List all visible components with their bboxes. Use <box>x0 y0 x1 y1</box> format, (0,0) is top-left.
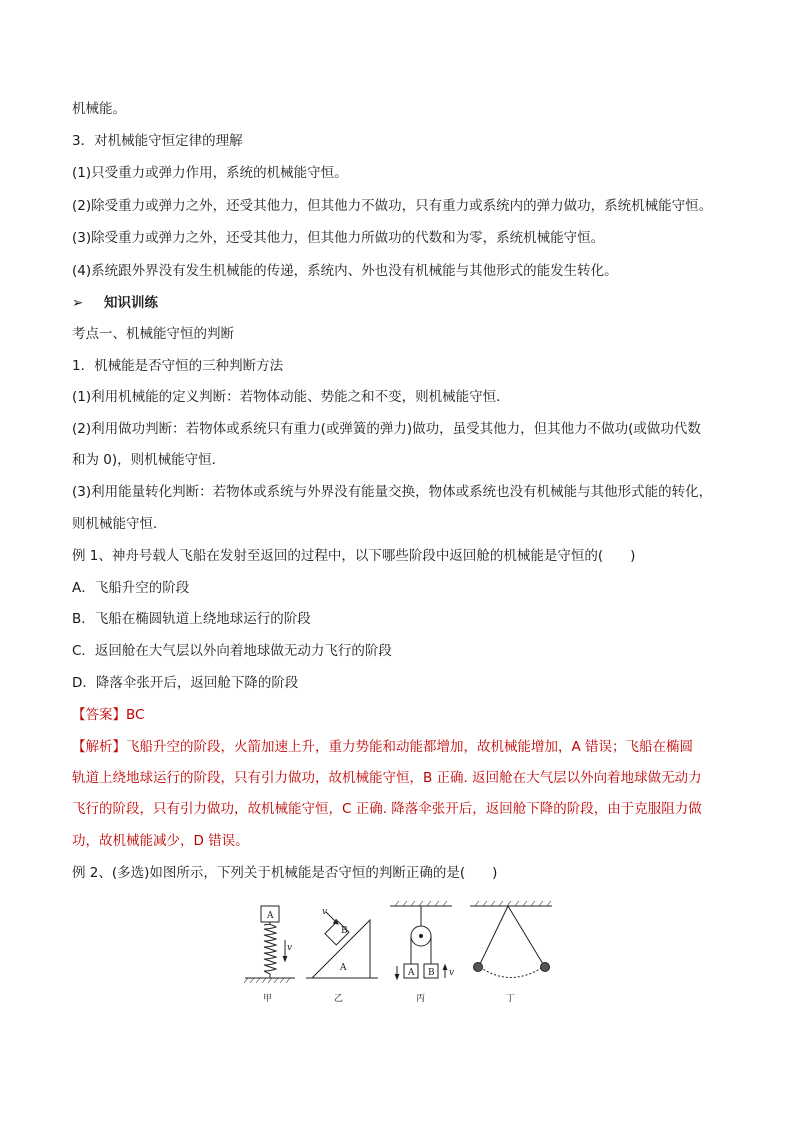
label-block-a: A <box>267 911 274 921</box>
option-b: B．飞船在椭圆轨道上绕地球运行的阶段 <box>72 611 311 627</box>
text-line: (1)利用机械能的定义判断：若物体动能、势能之和不变，则机械能守恒． <box>72 389 510 405</box>
label-velocity: v <box>449 968 455 978</box>
text-line: (4)系统跟外界没有发生机械能的传递，系统内、外也没有机械能与其他形式的能发生转化。 <box>72 263 618 279</box>
analysis-line: 功，故机械能减少，D 错误。 <box>72 833 249 849</box>
analysis-line: 【解析】飞船升空的阶段，火箭加速上升，重力势能和动能都增加，故机械能增加，A 错误；飞船在椭圆 <box>72 739 694 755</box>
option-c: C．返回舱在大气层以外向着地球做无动力飞行的阶段 <box>72 643 392 659</box>
text-line: (3)除受重力或弹力之外，还受其他力，但其他力所做功的代数和为零，系统机械能守恒。 <box>72 230 605 246</box>
text-line: 1．机械能是否守恒的三种判断方法 <box>72 358 284 374</box>
answer-line: 【答案】BC <box>72 707 145 723</box>
text-line: (1)只受重力或弹力作用，系统的机械能守恒。 <box>72 165 348 181</box>
section-title: 3．对机械能守恒定律的理解 <box>72 133 243 149</box>
label-block-b: B <box>428 968 435 978</box>
figure-bing-pulley <box>390 901 455 979</box>
heading-knowledge-training <box>72 293 158 313</box>
text-line: 则机械能守恒． <box>72 516 167 532</box>
option-d: D．降落伞张开后，返回舱下降的阶段 <box>72 675 299 691</box>
text-line: (3)利用能量转化判断：若物体或系统与外界没有能量交换，物体或系统也没有机械能与其他形式能的转化， <box>72 484 713 500</box>
example-question: 例 2、(多选)如图所示，下列关于机械能是否守恒的判断正确的是( ) <box>72 865 498 881</box>
label-bing: 丙 <box>416 994 426 1004</box>
text-line: 考点一、机械能守恒的判断 <box>72 326 234 342</box>
label-incline-a: A <box>340 963 347 973</box>
label-velocity: v <box>322 907 328 917</box>
figure-ding-pendulum <box>470 901 552 978</box>
option-a: A．飞船升空的阶段 <box>72 580 190 596</box>
arrow-bullet-icon: ➢ <box>72 295 84 311</box>
text-line: 和为 0)，则机械能守恒． <box>72 452 226 468</box>
label-jia: 甲 <box>263 994 273 1004</box>
analysis-line: 飞行的阶段，只有引力做功，故机械能守恒，C 正确. 降落伞张开后，返回舱下降的阶段，由于克服阻力做 <box>72 801 702 817</box>
analysis-line: 轨道上绕地球运行的阶段，只有引力做功，故机械能守恒，B 正确. 返回舱在大气层以外向着地球做无动力 <box>72 770 702 786</box>
text-line: (2)除受重力或弹力之外，还受其他力，但其他力不做功，只有重力或系统内的弹力做功，系统机械能守恒。 <box>72 198 713 214</box>
text-line: (2)利用做功判断：若物体或系统只有重力(或弹簧的弹力)做功，虽受其他力，但其他力不做功(或做功代数 <box>72 421 701 437</box>
label-block-b: B <box>341 926 348 936</box>
label-block-a: A <box>408 968 415 978</box>
example-question: 例 1、神舟号载人飞船在发射至返回的过程中，以下哪些阶段中返回舱的机械能是守恒的( ) <box>72 548 636 564</box>
heading-text: 知识训练 <box>104 295 158 311</box>
label-velocity: v <box>287 943 293 953</box>
physics-figure <box>240 898 560 1013</box>
label-yi: 乙 <box>334 994 344 1004</box>
label-ding: 丁 <box>506 994 516 1004</box>
text-line: 机械能。 <box>72 101 126 117</box>
